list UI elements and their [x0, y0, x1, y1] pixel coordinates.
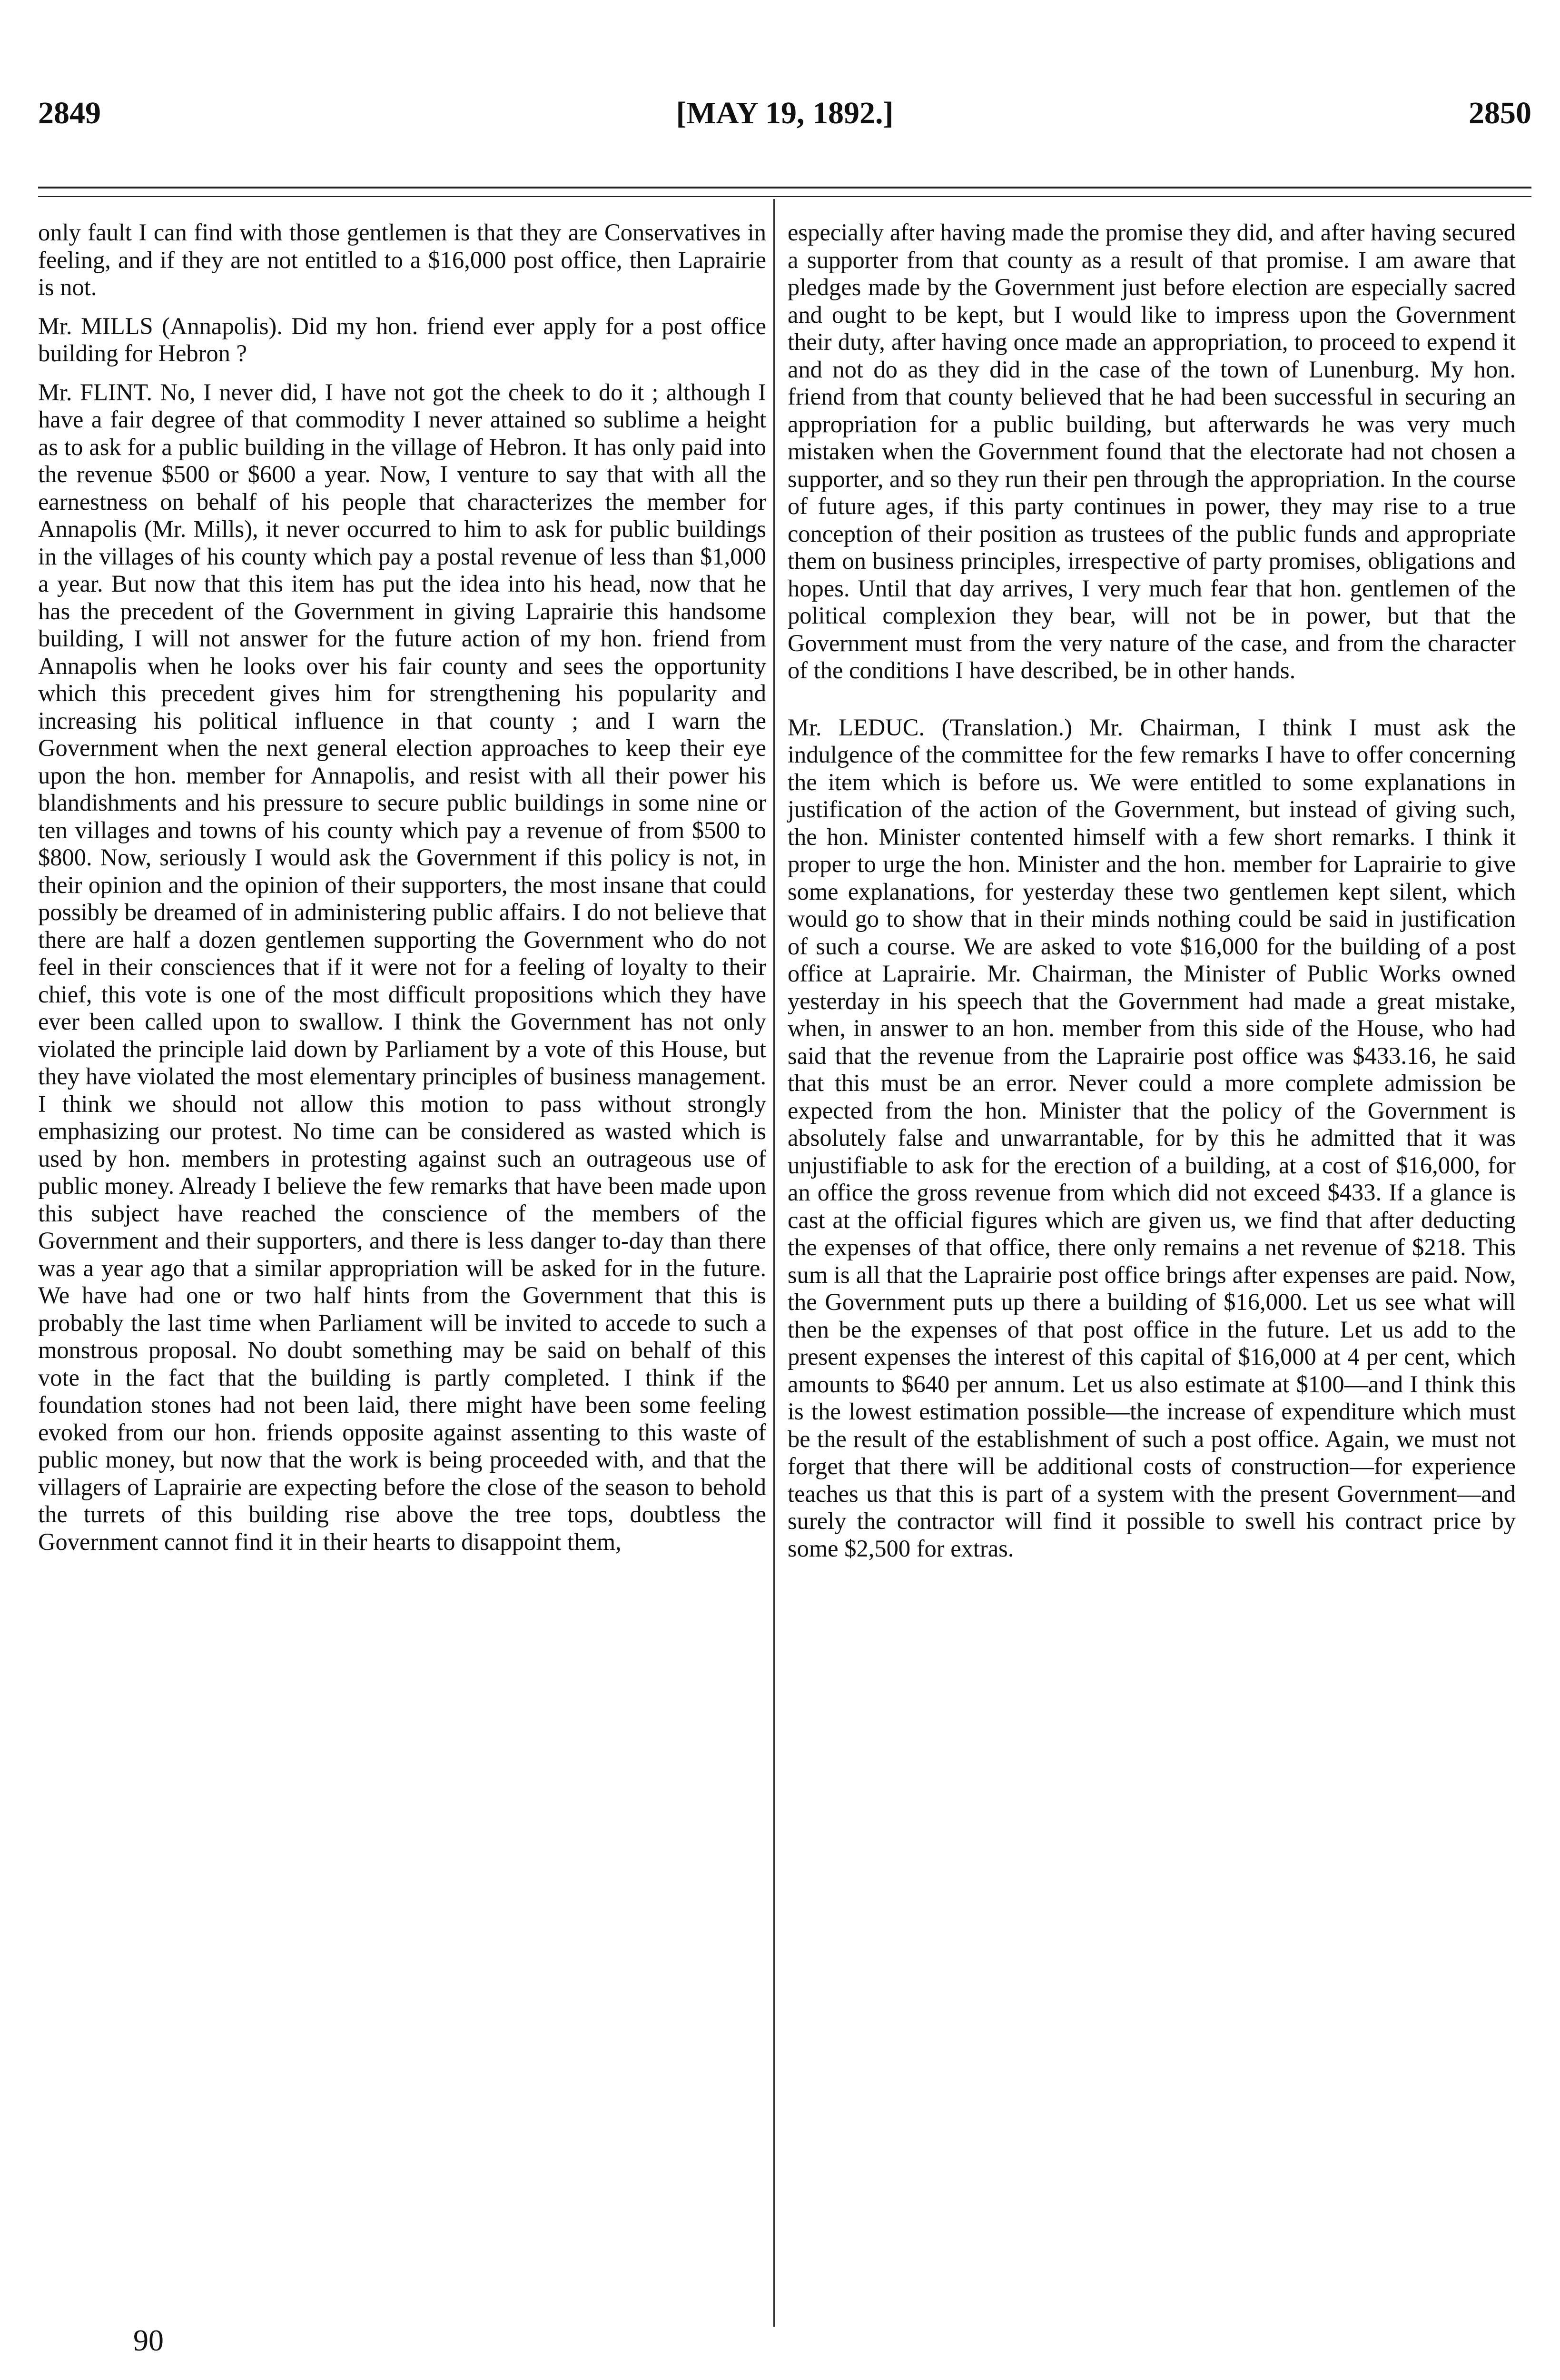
left-column — [38, 219, 766, 1556]
paragraph: Mr. FLINT. No, I never did, I have not got the cheek to do it ; although I have a fair degree of that commodity I never attained so sublime a height as to ask for a public building in the village of Hebron. It has only paid into the revenue $500 or $600 a year. Now, I venture to say that with all the earnestness on behalf of his people that characterizes the member for Annapolis (Mr. Mills), it never occurred to him to ask for public buildings in the villages of his county which pay a postal revenue of less than $1,000 a year. But now that this item has put the idea into his head, now that he has the precedent of the Government in giving Laprairie this handsome building, I will not answer for the future action of my hon. friend from Annapolis when he looks over his fair county and sees the opportunity which this precedent gives him for strengthening his popularity and increasing his political influence in that county ; and I warn the Government when the next general election approaches to keep their eye upon the hon. member for Annapolis, and resist with all their power his blandishments and his pressure to secure public buildings in some nine or ten villages and towns of his county which pay a revenue of from $500 to $800. Now, seriously I would ask the Government if this policy is not, in their opinion and the opinion of their supporters, the most insane that could possibly be dreamed of in administering public affairs. I do not believe that there are half a dozen gentlemen supporting the Government who do not feel in their consciences that if it were not for a feeling of loyalty to their chief, this vote is one of the most difficult propositions which they have ever been called upon to swallow. I think the Government has not only violated the principle laid down by Parliament by a vote of this House, but they have violated the most elementary principles of business management. I think we should not allow this motion to pass without strongly emphasizing our protest. No time can be considered as wasted which is used by hon. members in protesting against such an outrageous use of public money. Already I believe the few remarks that have been made upon this subject have reached the conscience of the members of the Government and their supporters, and there is less danger to-day than there was a year ago that a similar appropriation will be asked for in the future. We have had one or two half hints from the Government that this is probably the last time when Parliament will be invited to accede to such a monstrous proposal. No doubt something may be said on behalf of this vote in the fact that the building is partly completed. I think if the foundation stones had not been laid, there might have been some feeling evoked from our hon. friends opposite against assenting to this waste of public money, but now that the work is being proceeded with, and that the villagers of Laprairie are expecting before the close of the season to behold the turrets of this building rise above the tree tops, doubtless the Government cannot find it in their hearts to disappoint them, — [38, 378, 766, 1555]
column-divider — [773, 199, 775, 2327]
page-date: [MAY 19, 1892.] — [676, 96, 894, 130]
paragraph: Mr. LEDUC. (Translation.) Mr. Chairman, I think I must ask the indulgence of the committee for the few remarks I have to offer concerning the item which is before us. We were entitled to some explanations in justification of the action of the Government, but instead of giving such, the hon. Minister contented himself with a few short remarks. I think it proper to urge the hon. Minister and the hon. member for Laprairie to give some explanations, for yesterday these two gentlemen kept silent, which would go to show that in their minds nothing could be said in justification of such a course. We are asked to vote $16,000 for the building of a post office at Laprairie. Mr. Chairman, the Minister of Public Works owned yesterday in his speech that the Government had made a great mistake, when, in answer to an hon. member from this side of the House, who had said that the revenue from the Laprairie post office was $433.16, he said that this must be an error. Never could a more complete admission be expected from the hon. Minister that the policy of the Government is absolutely false and unwarrantable, for by this he admitted that it was unjustifiable to ask for the erection of a building, at a cost of $16,000, for an office the gross revenue from which did not exceed $433. If a glance is cast at the official figures which are given us, we find that after deducting the expenses of that office, there only remains a net revenue of $218. This sum is all that the Laprairie post office brings after expenses are paid. Now, the Government puts up there a building of $16,000. Let us see what will then be the expenses of that post office in the future. Let us add to the present expenses the interest of this capital of $16,000 at 4 per cent, which amounts to $640 per annum. Let us also estimate at $100—and I think this is the lowest estimation possible—the increase of expenditure which must be the result of the establishment of such a post office. Again, we must not forget that there will be additional costs of construction—for experience teaches us that this is part of a system with the present Government—and surely the contractor will find it possible to swell his contract price by some $2,500 for extras. — [788, 714, 1516, 1562]
header-rule-bottom — [38, 196, 1531, 197]
left-page-number: 2849 — [38, 96, 101, 130]
paragraph: Mr. MILLS (Annapolis). Did my hon. friend ever apply for a post office building for Hebron ? — [38, 312, 766, 367]
paragraph: especially after having made the promise they did, and after having secured a supporter from that county as a result of that promise. I am aware that pledges made by the Government just before election are especially sacred and ought to be kept, but I would like to impress upon the Government their duty, after having once made an appropriation, to proceed to expend it and not do as they did in the case of the town of Lunenburg. My hon. friend from that county believed that he had been successful in securing an appropriation for a public building, but afterwards he was very much mistaken when the Government found that the electorate had not chosen a supporter, and so they run their pen through the appropriation. In the course of future ages, if this party continues in power, they may rise to a true conception of their position as trustees of the public funds and appropriate them on business principles, irrespective of party promises, obligations and hopes. Until that day arrives, I very much fear that hon. gentlemen of the political complexion they bear, will not be in power, but that the Government must from the very nature of the case, and from the character of the conditions I have described, be in other hands. — [788, 219, 1516, 684]
right-page-number: 2850 — [1469, 96, 1531, 130]
header-rule-top — [38, 187, 1531, 188]
paragraph: only fault I can find with those gentlemen is that they are Conservatives in feeling, and if they are not entitled to a $16,000 post office, then Laprairie is not. — [38, 219, 766, 300]
signature-mark: 90 — [133, 2323, 164, 2357]
page-header — [38, 95, 1531, 143]
right-column — [788, 219, 1516, 1562]
